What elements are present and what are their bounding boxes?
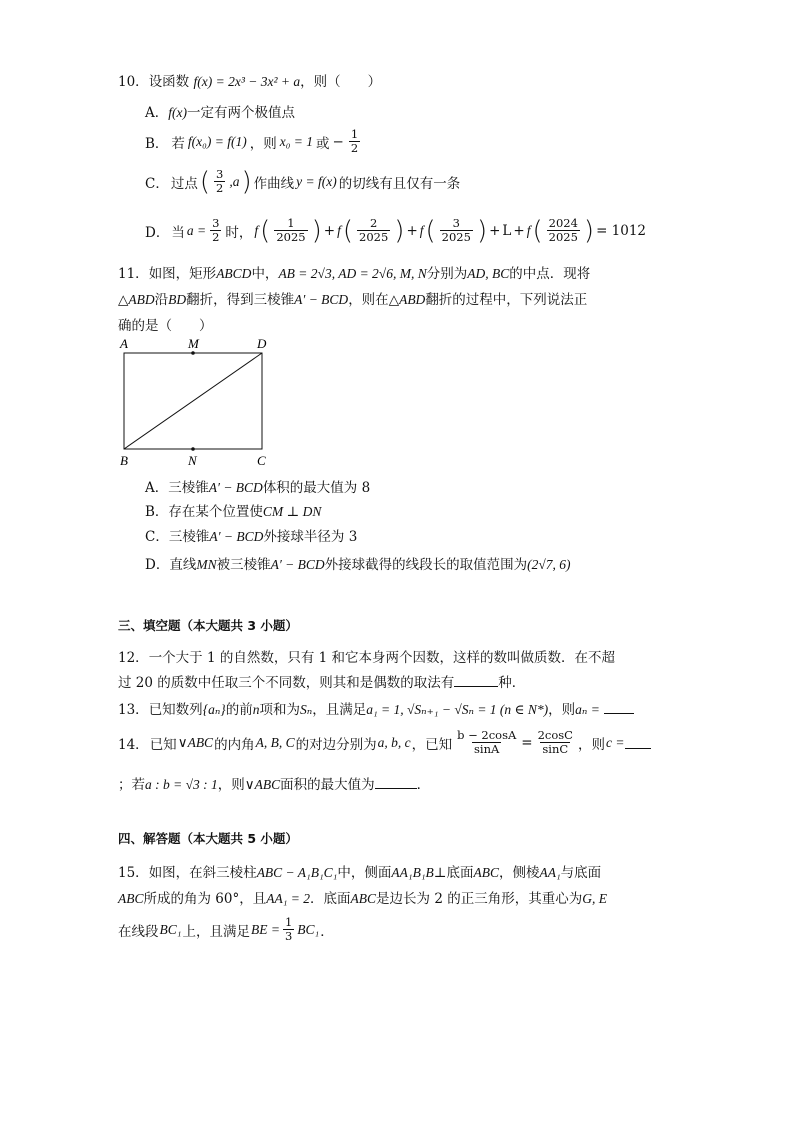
q11-option-d: D．直线MN被三棱锥A′ − BCD外接球截得的线段长的取值范围为(2√7, 6) xyxy=(145,557,571,573)
figure-label-m: M xyxy=(188,336,199,351)
section-title-fill-in: 三、填空题（本大题共 3 小题） xyxy=(118,618,298,633)
q12-line2: 过 20 的质数中任取三个不同数，则其和是偶数的取法有 种． xyxy=(118,675,526,691)
q12-line1: 12．一个大于 1 的自然数，只有 1 和它本身两个因数，这样的数叫做质数．在不超 xyxy=(118,650,616,666)
fraction: $\frac{1}{2}$ xyxy=(350,127,359,155)
q11-line1: 11．如图，矩形ABCD中，AB = 2√3, AD = 2√6, M, N分别为AD, BC的中点．现将 xyxy=(118,266,591,282)
answer-blank[interactable] xyxy=(375,776,417,789)
answer-blank[interactable] xyxy=(625,736,651,749)
q11-option-a: A．三棱锥A′ − BCD体积的最大值为 8 xyxy=(145,480,371,496)
q10-option-a: A．f(x)一定有两个极值点 xyxy=(145,105,295,121)
figure-label-b: B xyxy=(120,453,128,468)
figure-label-n: N xyxy=(188,453,197,468)
q14-line1: 14． 已知 ∨ABC 的内角 A, B, C 的对边分别为 a, b, c ，已知 $\frac{b - 2\cos A}{\sin A}$ = $\frac{2\cos C}{\sin C}$ ，则 c = xyxy=(118,729,651,756)
figure-label-c: C xyxy=(257,453,266,468)
q11-line3: 确的是（ ） xyxy=(118,318,213,334)
q13: 13．已知数列{aₙ}的前n项和为Sₙ，且满足a₁ = 1, √Sₙ₊₁ − √Sₙ = 1 (n ∈ N*)，则aₙ = xyxy=(118,698,634,718)
answer-blank[interactable] xyxy=(604,701,634,714)
q15-line2: ABC所成的角为 60°，且AA₁ = 2．底面ABC是边长为 2 的正三角形，其重心为G, E xyxy=(118,891,607,907)
q11-option-c: C．三棱锥A′ − BCD外接球半径为 3 xyxy=(145,529,358,545)
q11-option-b: B．存在某个位置使CM ⊥ DN xyxy=(145,504,322,520)
answer-blank[interactable] xyxy=(454,674,498,687)
q10-option-d: D． 当 a = $\frac{3}{2}$ 时， f ( $\frac{1}{2025}$ ) + f ( $\frac{2}{2025}$ ) + f ( $\frac{3}{2025}$ ) + L + f ( $\frac{2024}{2025}$ ) = 1012 xyxy=(145,215,647,246)
fraction: $\frac{2\cos C}{\sin C}$ xyxy=(537,728,573,756)
figure-label-d: D xyxy=(257,336,267,351)
q14-line2: ；若a : b = √3 : 1，则∨ABC面积的最大值为 ． xyxy=(118,777,431,793)
q10-option-c: C． 过点 ( $\frac{3}{2}$ ,a ) 作曲线 y = f(x) 的切线有且仅有一条 xyxy=(145,166,461,197)
q15-line1: 15．如图，在斜三棱柱ABC − A₁B₁C₁中，侧面AA₁B₁B⊥底面ABC，侧棱AA₁与底面 xyxy=(118,865,602,881)
fraction: $\frac{3}{2}$ xyxy=(212,216,220,244)
figure-label-a: A xyxy=(120,336,128,351)
section-title-solutions: 四、解答题（本大题共 5 小题） xyxy=(118,831,298,846)
q15-line3: 在线段 BC₁ 上，且满足 BE = $\frac{1}{3}$ BC₁ ． xyxy=(118,915,334,943)
fraction: $\frac{1}{3}$ xyxy=(284,915,293,943)
fraction: $\frac{b - 2\cos A}{\sin A}$ xyxy=(457,728,517,756)
q10-option-b: B． 若 f(x₀) = f(1) ，则 x₀ = 1 或 − $\frac{1}{2}$ xyxy=(145,127,359,155)
rectangle-figure xyxy=(112,334,277,470)
q11-line2: △ABD沿BD翻折，得到三棱锥A′ − BCD，则在△ABD翻折的过程中，下列说法正 xyxy=(118,292,588,308)
q10-stem: 10．设函数 f(x) = 2x³ − 3x² + a，则（ ） xyxy=(118,74,382,90)
fraction: $\frac{3}{2}$ xyxy=(216,167,224,195)
